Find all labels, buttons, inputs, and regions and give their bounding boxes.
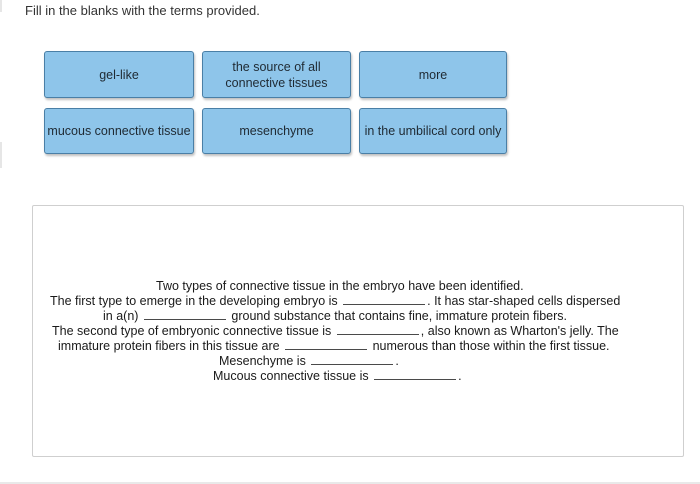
term-in-the-umbilical-cord-only[interactable] — [359, 108, 507, 154]
left-edge-mark — [0, 0, 2, 12]
blank-1[interactable] — [343, 294, 425, 305]
blank-6[interactable] — [374, 369, 456, 380]
term-label: more — [418, 67, 448, 82]
blank-3[interactable] — [337, 324, 419, 335]
left-edge-mark — [0, 142, 2, 168]
term-gel-like[interactable] — [44, 51, 194, 98]
blank-2[interactable] — [144, 309, 226, 320]
term-source-of-all-connective-tissues[interactable] — [202, 51, 351, 98]
term-label-line2: connective tissues — [225, 75, 328, 90]
passage-line-1: Two types of connective tissue in the embryo have been identified. — [156, 279, 524, 293]
passage-line-3: in a(n) ground substance that contains fine, immature protein fibers. — [103, 309, 568, 323]
term-label: gel-like — [99, 67, 139, 82]
fill-in-passage-panel — [32, 205, 684, 457]
term-label-line1: the source of all — [232, 59, 321, 74]
term-label: mesenchyme — [239, 124, 314, 138]
passage-line-2: The first type to emerge in the developing embryo is . It has star-shaped cells dispersed — [50, 294, 621, 308]
instruction-text: Fill in the blanks with the terms provided. — [25, 3, 260, 18]
term-mesenchyme[interactable] — [202, 108, 351, 154]
blank-4[interactable] — [285, 339, 367, 350]
passage-line-6: Mesenchyme is . — [219, 354, 399, 368]
term-more[interactable] — [359, 51, 507, 98]
passage-line-5: immature protein fibers in this tissue are numerous than those within the first tissue. — [58, 339, 610, 353]
passage-line-7: Mucous connective tissue is . — [213, 369, 462, 383]
blank-5[interactable] — [311, 354, 393, 365]
term-label: mucous connective tissue — [47, 124, 191, 138]
term-label: in the umbilical cord only — [364, 124, 502, 138]
term-mucous-connective-tissue[interactable] — [44, 108, 194, 154]
passage-line-4: The second type of embryonic connective tissue is , also known as Wharton's jelly. The — [52, 324, 619, 338]
